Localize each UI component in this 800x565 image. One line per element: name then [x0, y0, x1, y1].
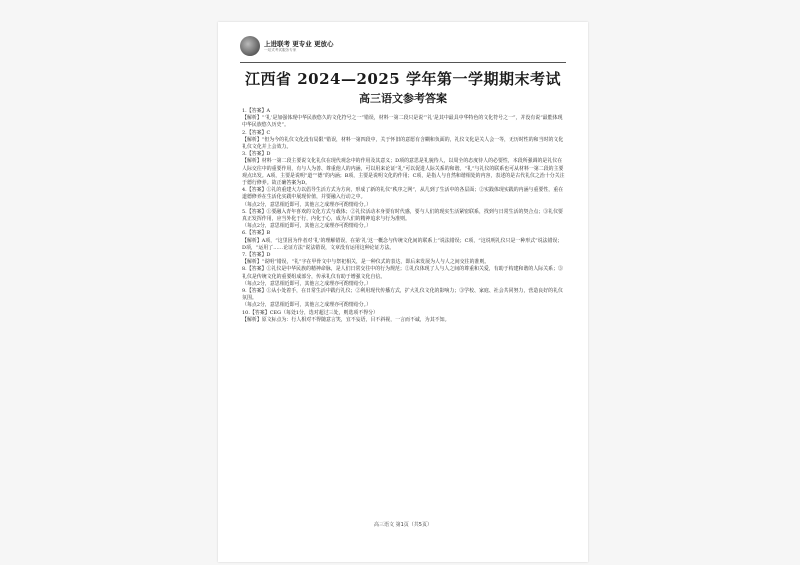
publisher-logo — [240, 36, 334, 56]
answer-line: 4.【答案】①礼的重建大力以倡导生活方式为方向，形成了新的礼仪“秩序之网”，从几到了生活中的各层面；②实践体现实践的内涵与重要性，重在道德修养在生活化实践中展现价值，并要融入行动之中。 — [242, 187, 564, 201]
exam-title: 江西省 2024—2025 学年第一学期期末考试 — [245, 70, 561, 88]
answer-key-subtitle: 高三语文参考答案 — [359, 92, 447, 105]
explanation-text: 【解析】材料一第二段主要说文化礼仪在现代观念中的作用及其意义；D项的意思是礼貌待人，以周全的态度待人的必要性，本段所强调的是礼仪在人际交往中的重要作用，有与人为善、尊重他人的内涵，可以用来论证“礼”可以促进人际关系的和谐。“礼”与礼仪的联系也可从材料一第二段的主要观点出发。A项，主要是说明“道”“德”的内涵；B项，主要是说明文化的作用；C项，是指人与自然和谐相处的内容，表述的是古代礼仪之治十分关注于德行修养。故正确答案为D。 — [242, 158, 565, 187]
answer-item — [242, 310, 566, 324]
answer-line: 2.【答案】C — [242, 129, 271, 136]
answer-line: 5.【答案】①要融入青年喜欢的文化方式与载体；②礼仪活动本身要有时代感，要与人们的现实生活紧密联系，找到与日常生活的契合点；③礼仪要真正发挥作用，应当外化于行，内化于心，成为人们的精神追求与行为准则。 — [242, 208, 563, 223]
answer-item — [242, 187, 566, 209]
answer-line: 6.【答案】B — [242, 230, 271, 237]
logo-subtext: 一站式考试服务专家 — [264, 47, 297, 52]
explanation-text: （每点2分，意思相近即可，其他言之成理亦可酌情给分。） — [242, 223, 372, 230]
answer-item — [242, 288, 566, 310]
logo-text: 上进联考 更专业 更放心 — [264, 39, 334, 48]
answer-item — [242, 130, 566, 152]
answer-item — [242, 209, 566, 231]
answer-item — [242, 230, 566, 252]
answer-item — [242, 151, 566, 187]
answer-line: 7.【答案】D — [242, 252, 271, 259]
answer-line: 1.【答案】A — [242, 108, 271, 114]
page-footer: 高三语文 第1页（共5页） — [374, 522, 432, 528]
answer-line: 9.【答案】①从小处着手，在日常生活中践行礼仪；②利用现代传播方式，扩大礼仪文化的影响力；③学校、家庭、社会共同努力，营造良好的礼仪氛围。 — [242, 288, 563, 302]
explanation-text: 【解析】“‘礼’是加强体现中华民族悠久的文化符号之一”错误，材料一第二段只是说“‘礼’是其中最具中华特色的文化符号之一”，并没有说“最能体现中华民族悠久历史”。 — [242, 115, 563, 129]
answer-line: 8.【答案】①礼仪是中华民族的精神命脉，是人们日常交往中的行为规范；②礼仪体现了人与人之间的尊重和关爱，有助于构建和谐的人际关系；③礼仪是传统文化的重要组成部分，传承礼仪有助于增强文化自信。 — [242, 266, 563, 280]
explanation-text: 【解析】A项，“这里因为作者对‘礼’的理解错误，在第‘礼’这一概念与传统文化间的联系上”说法错误；C项，“这说明礼仪只是一种形式”说法错误；D项，“运用了……论证方法”说法错误，文章没有运用这种论证方法。 — [242, 237, 563, 251]
explanation-text: 【解析】“说明”错误，“礼”字在甲骨文中与祭祀相关，是一种仪式的表达，即后来发展为人与人之间交往的准则。 — [242, 259, 490, 266]
explanation-text: 【解析】原文标点为：行人相对不得随意言笑，宜不妄语，目不斜视，一言而不诚，为其不知。 — [242, 316, 450, 323]
explanation-text: （每点2分，意思相近即可，其他言之成理亦可酌情给分。） — [242, 201, 372, 208]
header-divider — [240, 62, 566, 63]
answer-list — [242, 108, 566, 324]
answer-item — [242, 108, 566, 130]
answer-sheet-page — [218, 22, 588, 562]
logo-icon — [240, 36, 260, 56]
answer-line: 3.【答案】D — [242, 151, 271, 158]
answer-item — [242, 266, 566, 288]
answer-line: 10.【答案】CEG（每处1分，选对超过三处，则选项不得分） — [242, 309, 379, 316]
explanation-text: （每点2分，意思相近即可，其他言之成理亦可酌情给分。） — [242, 302, 372, 309]
answer-item — [242, 252, 566, 266]
explanation-text: 【解析】“但为今的礼仪文化没有局限”错误，材料一第四段中，关于怀旧的意愿有含糊和负面的，礼仪文化是关人会一等，无历时性的和当时的文化礼仪文化并上会效力。 — [242, 136, 564, 151]
explanation-text: （每点2分，意思相近即可，其他言之成理亦可酌情给分。） — [242, 280, 372, 287]
